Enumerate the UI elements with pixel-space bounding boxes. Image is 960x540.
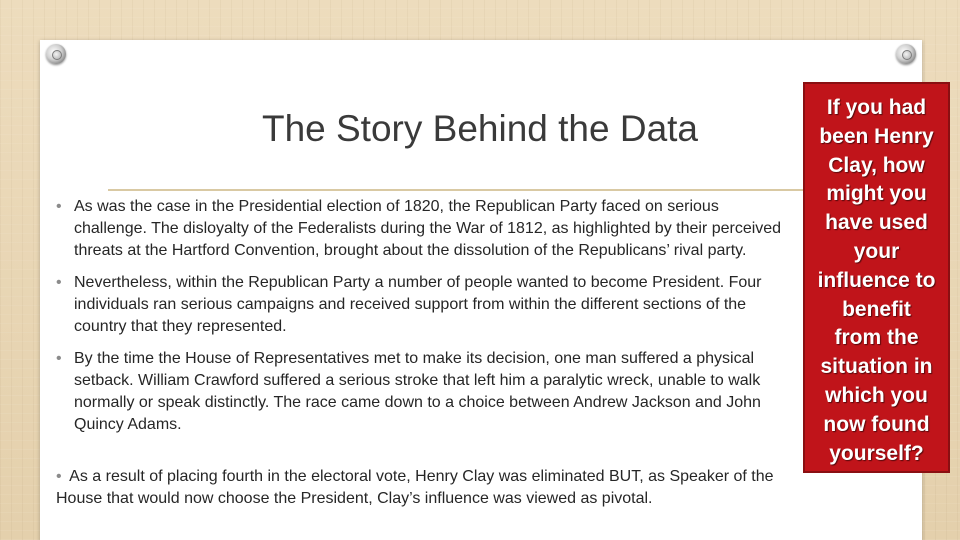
bullet-list bbox=[56, 196, 796, 436]
bullet-dot-icon: • bbox=[56, 274, 62, 291]
bullet-dot-icon: • bbox=[56, 198, 62, 215]
bullet-dot-icon: • bbox=[56, 350, 62, 367]
last-paragraph bbox=[56, 466, 796, 510]
title-divider bbox=[108, 189, 830, 191]
pushpin-icon bbox=[46, 44, 66, 64]
bullet-text: Nevertheless, within the Republican Party a number of people wanted to become President. Four individuals ran serious campaigns and received support from within the different sections of the country that they represented. bbox=[74, 274, 762, 335]
slide-title: The Story Behind the Data bbox=[261, 108, 699, 149]
bullet-item bbox=[56, 196, 796, 262]
bullet-text: As was the case in the Presidential election of 1820, the Republican Party faced on serious challenge. The disloyalty of the Federalists during the War of 1812, as highlighted by their perceived threats at the Hartford Convention, brought about the dissolution of the Republicans’ rival party. bbox=[74, 198, 782, 259]
bullet-item bbox=[56, 348, 796, 436]
callout-box: If you had been Henry Clay, how might you have used your influence to benefit from the situation in which you now found yourself? bbox=[803, 82, 950, 473]
last-paragraph-text: As a result of placing fourth in the electoral vote, Henry Clay was eliminated BUT, as Speaker of the House that would now choose the President, Clay’s influence was viewed as pivotal. bbox=[56, 468, 774, 507]
pushpin-icon bbox=[896, 44, 916, 64]
bullet-text: By the time the House of Representatives met to make its decision, one man suffered a physical setback. William Crawford suffered a serious stroke that left him a paralytic wreck, unable to walk normally or speak distinctly. The race came down to a choice between Andrew Jackson and John Quincy Adams. bbox=[74, 350, 761, 433]
bullet-dot-icon: • bbox=[56, 468, 62, 485]
bullet-item bbox=[56, 272, 796, 338]
